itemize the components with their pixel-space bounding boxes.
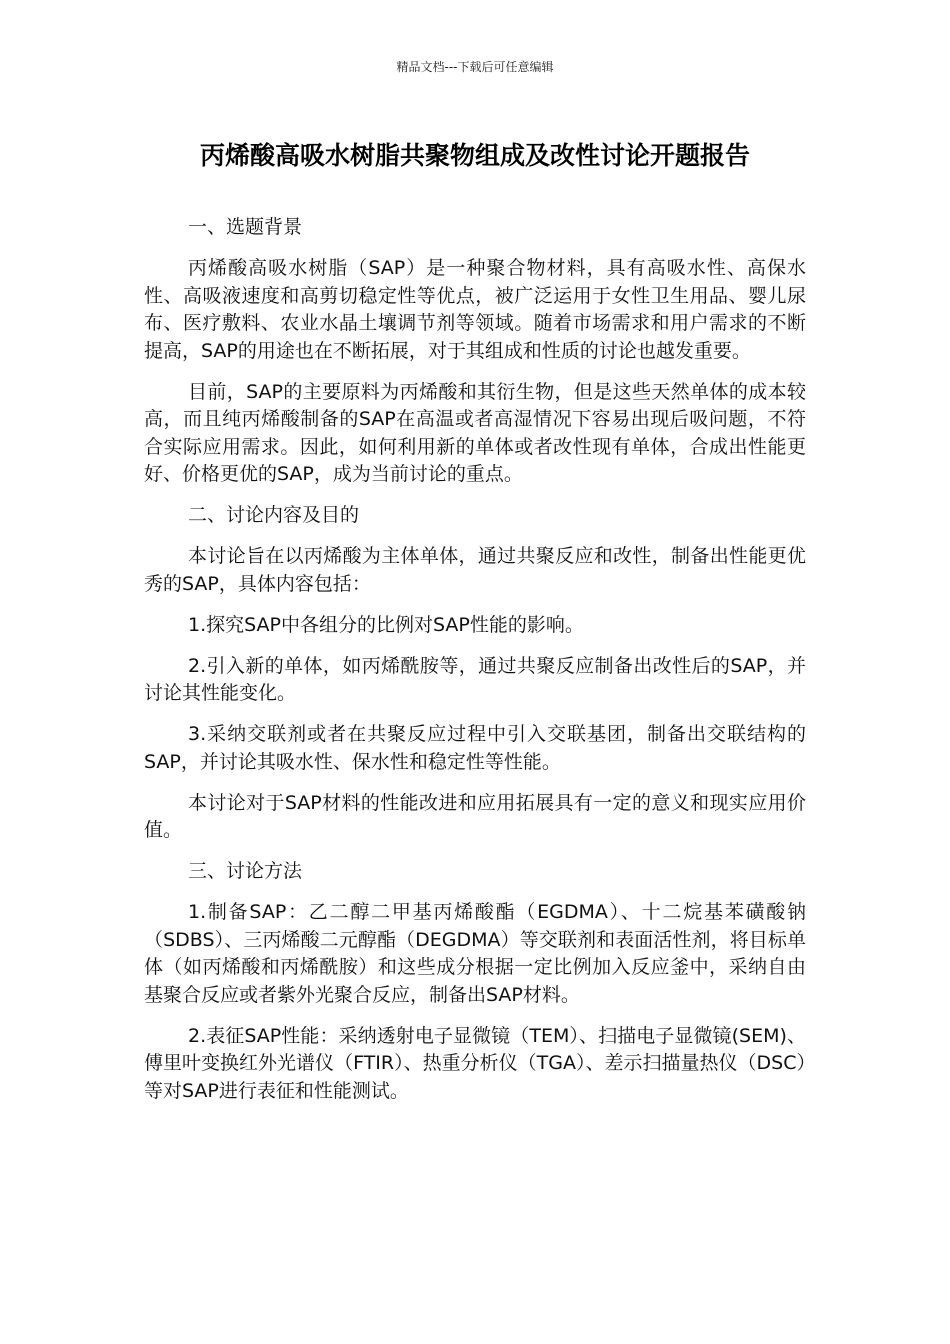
paragraph: 本讨论旨在以丙烯酸为主体单体，通过共聚反应和改性，制备出性能更优秀的SAP，具体内容包括： [144,545,806,595]
document-title: 丙烯酸高吸水树脂共聚物组成及改性讨论开题报告 [199,141,750,170]
paragraph: 丙烯酸高吸水树脂（SAP）是一种聚合物材料，具有高吸水性、高保水性、高吸液速度和高剪切稳定性等优点，被广泛运用于女性卫生用品、婴儿尿布、医疗敷料、农业水晶土壤调节剂等领域。随着市场需求和用户需求的不断提高，SAP的用途也在不断拓展，对于其组成和性质的讨论也越发重要。 [144,257,806,362]
section-heading-methods: 三、讨论方法 [188,860,303,882]
paragraph: 本讨论对于SAP材料的性能改进和应用拓展具有一定的意义和现实应用价值。 [144,791,806,841]
list-item: 3.采纳交联剂或者在共聚反应过程中引入交联基团，制备出交联结构的SAP，并讨论其吸水性、保水性和稳定性等性能。 [144,723,806,773]
section-heading-background: 一、选题背景 [188,216,303,238]
list-item: 2.引入新的单体，如丙烯酰胺等，通过共聚反应制备出改性后的SAP，并讨论其性能变化。 [144,654,806,704]
section-heading-content-purpose: 二、讨论内容及目的 [188,504,360,526]
document-body [144,214,806,1119]
paragraph: 目前，SAP的主要原料为丙烯酸和其衍生物，但是这些天然单体的成本较高，而且纯丙烯酸制备的SAP在高温或者高湿情况下容易出现后吸问题，不符合实际应用需求。因此，如何利用新的单体或者改性现有单体，合成出性能更好、价格更优的SAP，成为当前讨论的重点。 [144,380,806,485]
header-note: 精品文档---下载后可任意编辑 [396,60,554,74]
list-item: 1.制备SAP：乙二醇二甲基丙烯酸酯（EGDMA）、十二烷基苯磺酸钠（SDBS）、三丙烯酸二元醇酯（DEGDMA）等交联剂和表面活性剂，将目标单体（如丙烯酸和丙烯酰胺）和这些成分根据一定比例加入反应釜中，采纳自由基聚合反应或者紫外光聚合反应，制备出SAP材料。 [144,901,806,1006]
list-item: 2.表征SAP性能：采纳透射电子显微镜（TEM）、扫描电子显微镜(SEM)、傅里叶变换红外光谱仪（FTIR）、热重分析仪（TGA）、差示扫描量热仪（DSC）等对SAP进行表征和性能测试。 [144,1024,806,1102]
list-item: 1.探究SAP中各组分的比例对SAP性能的影响。 [188,613,584,636]
